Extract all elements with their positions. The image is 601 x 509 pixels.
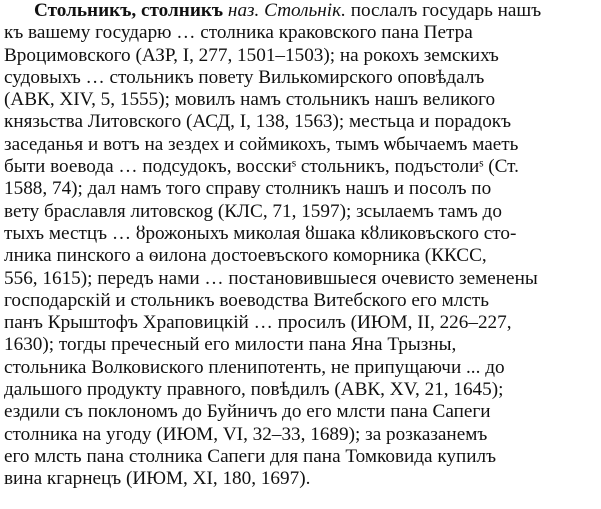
entry-line-21: его млсть пана столника Сапеги для пана Томковида купилъ xyxy=(4,445,497,467)
entry-line-12: лника пинского а ѳилона достоевъского коморника (ККСС, xyxy=(4,245,487,267)
entry-line-13: 556, 1615); передъ нами … постановившыеся очевисто земенены xyxy=(4,267,538,289)
entry-line-16: 1630); тогды пречесный его милости пана Яна Трызны, xyxy=(4,334,457,356)
entry-line-20: столника на угоду (ИЮМ, VI, 32–33, 1689); за розказанемъ xyxy=(4,423,488,445)
entry-line-10: вету браславля литовскоg (КЛС, 71, 1597); зсылаемъ тамъ до xyxy=(4,200,502,222)
entry-line-2: къ вашему государю … столника краковского пана Петра xyxy=(4,22,473,44)
entry-line-9: 1588, 74); дал намъ того справу столникъ нашъ и посолъ по xyxy=(4,178,492,200)
entry-line-11: тыхъ местцъ … ȣрожоныхъ миколая ȣшака кȣликовъского сто- xyxy=(4,222,517,244)
entry-text: послалъ государь нашъ xyxy=(345,0,542,21)
entry-line-5: (АВК, XIV, 5, 1555); мовилъ намъ стольникъ нашъ великого xyxy=(4,89,496,111)
entry-line-22: вина кгарнецъ (ИЮМ, XI, 180, 1697). xyxy=(4,468,311,490)
entry-line-19: ездили съ поклономъ до Буйничъ до его млсти пана Сапеги xyxy=(4,401,491,423)
entry-line-3: Вроцимовского (АЗР, I, 277, 1501–1503); на рокохъ земскихъ xyxy=(4,44,499,66)
entry-line-15: панъ Крыштофъ Храповицкій … просилъ (ИЮМ, II, 226–227, xyxy=(4,312,512,334)
entry-line-18: дальшого продукту правного, повѣдилъ (АВК, XV, 21, 1645); xyxy=(4,379,504,401)
part-of-speech: наз. xyxy=(227,0,260,21)
entry-line-4: судовыхъ … стольникъ повету Вилькомирского оповѣдалъ xyxy=(4,66,485,88)
entry-line-1 xyxy=(4,0,596,22)
headword: Стольникъ, столникъ xyxy=(34,0,224,21)
entry-line-17: стольника Волковиского пленипотенть, не припущаючи ... до xyxy=(4,356,505,378)
entry-line-14: господарскій и стольникъ воеводства Витебского его млсть xyxy=(4,289,490,311)
entry-line-7: заседанья и вотъ на зездех и соймикохъ, тымъ ѡбычаемъ маеть xyxy=(4,133,519,155)
dictionary-entry xyxy=(4,0,596,491)
entry-line-8: быти воевода … подсудокъ, восскиˢ стольникъ, подъстолиˢ (Ст. xyxy=(4,156,519,178)
entry-line-6: князьства Литовского (АСД, I, 138, 1563); местьца и порадокъ xyxy=(4,111,512,133)
equivalent: Стольнік. xyxy=(264,0,346,21)
